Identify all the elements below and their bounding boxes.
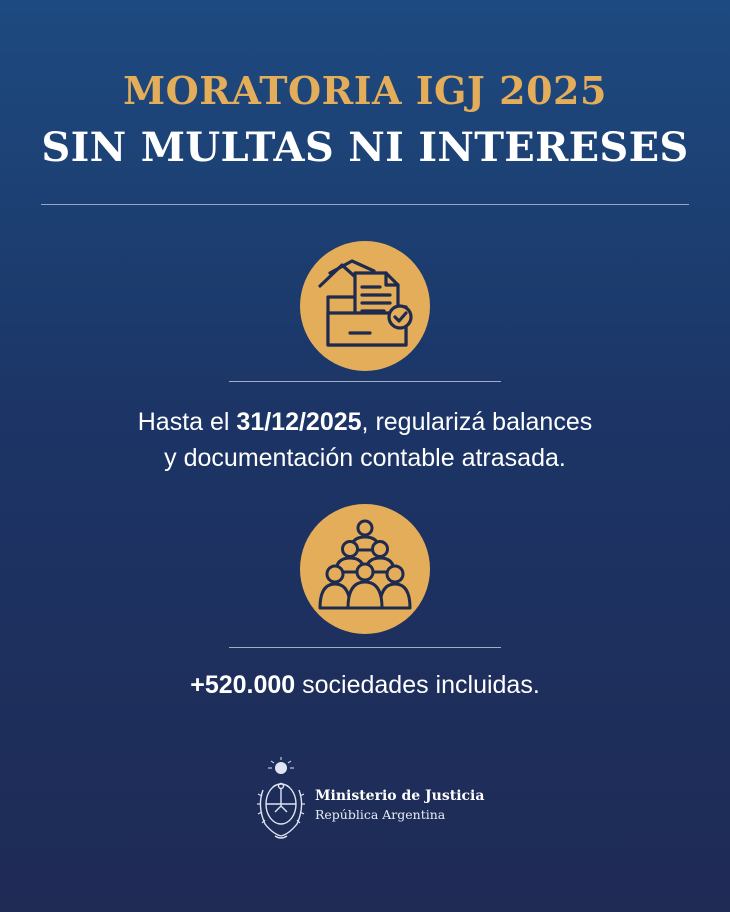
ministry-name: Ministerio de Justicia [315, 788, 485, 804]
divider [41, 204, 689, 205]
people-icon-badge [300, 504, 430, 634]
deadline-date: 31/12/2025 [236, 408, 362, 436]
folder-documents-check-icon [300, 241, 430, 371]
divider [229, 381, 501, 382]
coat-of-arms-logo [253, 756, 309, 846]
country-name: República Argentina [315, 807, 446, 822]
companies-count-text: +520.000 sociedades incluidas. [190, 671, 540, 699]
companies-count: +520.000 [190, 671, 296, 699]
page-title: MORATORIA IGJ 2025 [123, 68, 607, 113]
deadline-text: Hasta el 31/12/2025, regularizá balances y documentación contable atrasada. [137, 408, 593, 472]
footer [253, 756, 513, 846]
page-subtitle: SIN MULTAS NI INTERESES [41, 124, 689, 171]
folder-documents-icon-badge [300, 241, 430, 371]
people-group-icon [300, 504, 430, 634]
divider [229, 647, 501, 648]
